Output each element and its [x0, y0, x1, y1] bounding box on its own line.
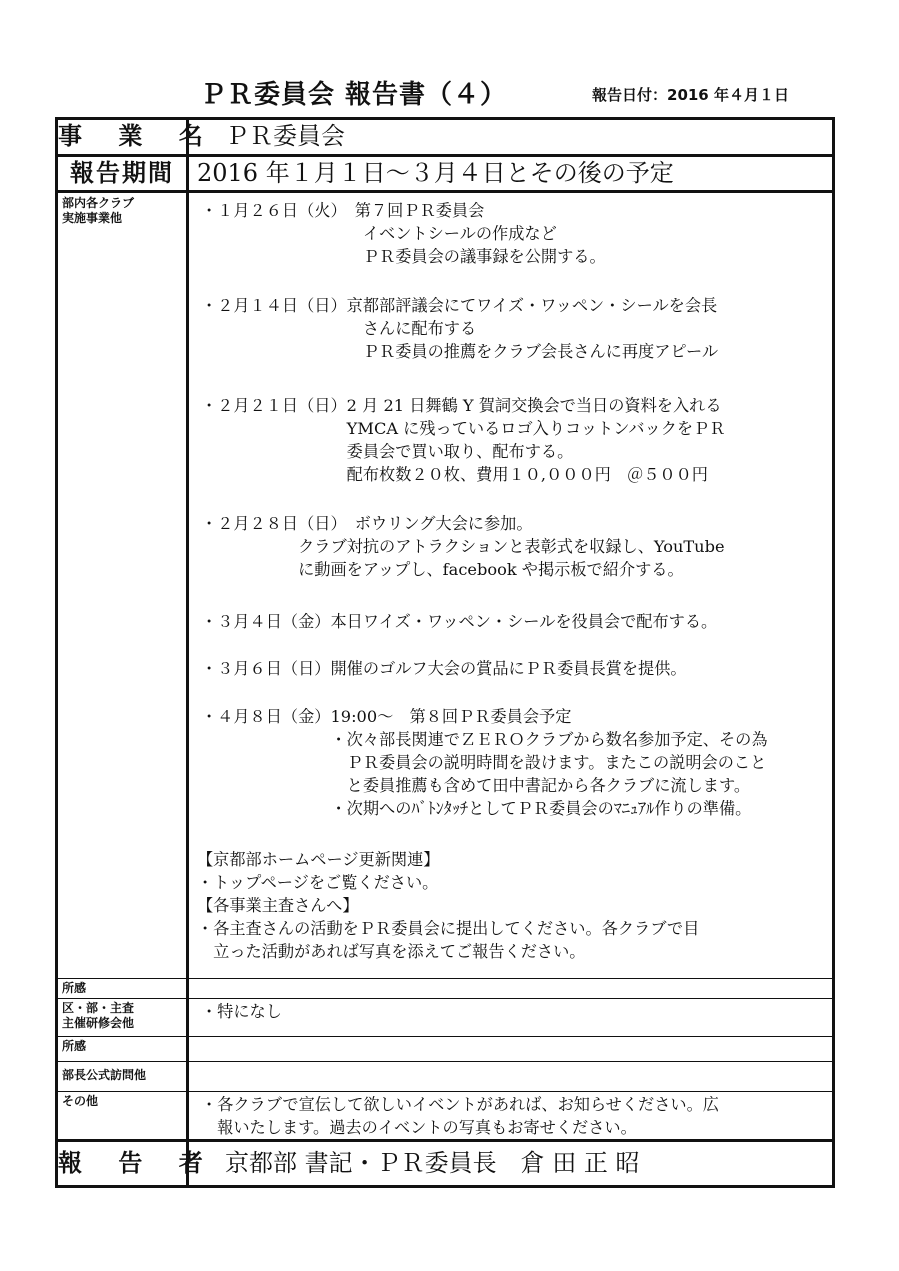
- row-district-training: [58, 999, 832, 1037]
- impressions-1-label-cell: [58, 979, 189, 998]
- club-activities-label: 部内各クラブ 実施事業他: [62, 196, 135, 225]
- row-other: [58, 1092, 832, 1142]
- reporter-value-cell: [189, 1142, 832, 1185]
- row-club-activities: [58, 193, 832, 979]
- activity-entry: ・３月４日（金）本日ワイズ・ワッペン・シールを役員会で配布する。: [201, 612, 718, 631]
- report-period-label: 報告期間: [70, 159, 174, 187]
- row-reporter: [58, 1142, 832, 1185]
- project-name-value: ＰＲ委員会: [225, 122, 345, 150]
- other-label-cell: [58, 1092, 189, 1139]
- project-name-value-cell: [189, 120, 832, 154]
- row-report-period: [58, 157, 832, 193]
- other-label: その他: [62, 1094, 99, 1108]
- activity-entry: ・１月２６日（火） 第７回ＰＲ委員会 イベントシールの作成など ＰＲ委員会の議事録を公開する。: [201, 201, 606, 266]
- project-name-label: 事 業 名: [58, 122, 217, 150]
- report-date: 報告日付：2016 年４月１日: [592, 86, 789, 104]
- activity-entry: ・２月１４日（日）京都部評議会にてワイズ・ワッペン・シールを会長 さんに配布する ＰＲ委員の推薦をクラブ会長さんに再度アピール: [201, 296, 719, 361]
- club-activities-label-cell: [58, 193, 189, 978]
- official-visit-value-cell: [189, 1062, 832, 1091]
- activity-entry: ・２月２８日（日） ボウリング大会に参加。 クラブ対抗のアトラクションと表彰式を収録し、YouTube に動画をアップし、facebook や掲示板で紹介する。: [201, 514, 725, 579]
- impressions-2-label-cell: [58, 1037, 189, 1061]
- row-official-visit: [58, 1062, 832, 1092]
- official-visit-label: 部長公式訪問他: [62, 1068, 147, 1082]
- title-row: [0, 74, 899, 114]
- project-name-label-cell: [58, 120, 217, 154]
- official-visit-label-cell: [58, 1062, 189, 1091]
- reporter-value: 京都部 書記・ＰＲ委員長 倉 田 正 昭: [225, 1149, 640, 1177]
- report-period-label-cell: [58, 157, 189, 190]
- district-training-label-cell: [58, 999, 189, 1036]
- other-value: ・各クラブで宣伝して欲しいイベントがあれば、お知らせください。広 報いたします。過去のイベントの写真もお寄せください。: [201, 1095, 719, 1137]
- row-impressions-2: [58, 1037, 832, 1062]
- report-period-value-cell: [189, 157, 832, 190]
- district-training-value-cell: [189, 999, 832, 1036]
- report-table: [55, 117, 835, 1188]
- district-training-value: ・特になし: [201, 1002, 282, 1021]
- impressions-1-value-cell: [189, 979, 832, 998]
- impressions-2-label: 所感: [62, 1039, 87, 1053]
- district-training-label: 区・部・主査 主催研修会他: [62, 1001, 135, 1030]
- row-project-name: [58, 120, 832, 157]
- document-title: ＰＲ委員会 報告書（４）: [200, 80, 508, 110]
- activity-entry: ・２月２１日（日）2 月 21 日舞鶴 Y 賀詞交換会で当日の資料を入れる YMCA に残っているロゴ入りコットンバックをＰＲ 委員会で買い取り、配布する。 配布枚数２０枚、費用１０,０００円 ＠５００円: [201, 396, 726, 484]
- activity-entry: ・３月６日（日）開催のゴルフ大会の賞品にＰＲ委員長賞を提供。: [201, 659, 687, 678]
- other-value-cell: [189, 1092, 832, 1139]
- homepage-notice: 【京都部ホームページ更新関連】 ・トップページをご覧ください。 【各事業主査さんへ】 ・各主査さんの活動をＰＲ委員会に提出してください。各クラブで目 立った活動があれば写真を添えてご報告ください。: [197, 850, 700, 961]
- impressions-2-value-cell: [189, 1037, 832, 1061]
- reporter-label: 報 告 者: [58, 1149, 217, 1177]
- club-activities-value-cell: [189, 193, 832, 978]
- reporter-label-cell: [58, 1142, 217, 1185]
- report-period-value: 2016 年１月１日～３月４日とその後の予定: [197, 159, 674, 187]
- row-impressions-1: [58, 979, 832, 999]
- activity-entry: ・４月８日（金）19:00～ 第８回ＰＲ委員会予定 ・次々部長関連でＺＥＲＯクラブから数名参加予定、その為 ＰＲ委員会の説明時間を設けます。またこの説明会のこと と委員推薦も含めて田中書記から各クラブに流します。 ・次期へのﾊﾞﾄﾝﾀｯﾁとしてＰＲ委員会のﾏﾆｭｱﾙ作りの準備。: [201, 707, 768, 818]
- impressions-1-label: 所感: [62, 981, 87, 995]
